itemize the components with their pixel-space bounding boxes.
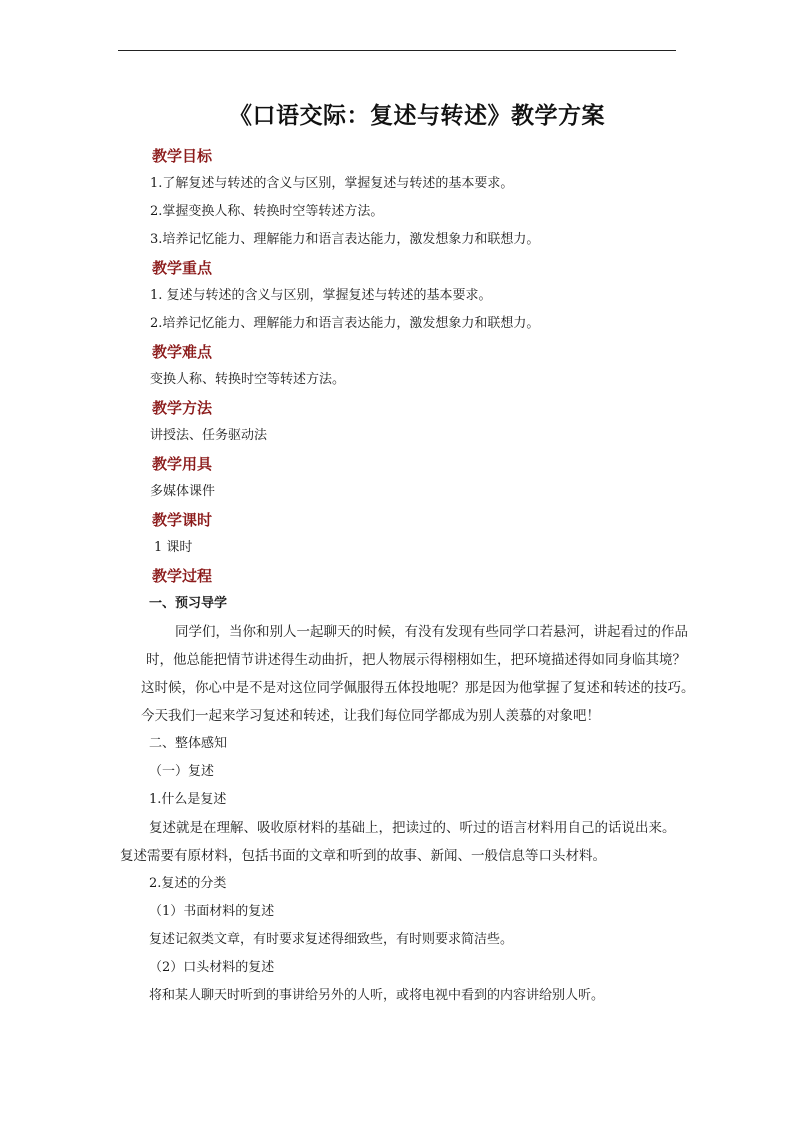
part1-title: （一）复述	[149, 764, 215, 779]
q1-title: 1.什么是复述	[149, 792, 227, 807]
paragraph-line: 同学们，当你和别人一起聊天的时候，有没有发现有些同学口若悬河，讲起看过的作品	[175, 624, 688, 640]
heading-methods: 教学方法	[152, 399, 213, 417]
heading-hours: 教学课时	[152, 511, 213, 529]
type2-text: 将和某人聊天时听到的事讲给另外的人听，或将电视中看到的内容讲给别人听。	[149, 988, 605, 1003]
difficulties-text: 变换人称、转换时空等转述方法。	[150, 372, 346, 387]
type1-text: 复述记叙类文章，有时要求复述得细致些，有时则要求简洁些。	[149, 932, 514, 947]
heading-difficulties: 教学难点	[152, 343, 213, 361]
key-point-item: 1. 复述与转述的含义与区别，掌握复述与转述的基本要求。	[150, 288, 492, 303]
paragraph-line: 复述就是在理解、吸收原材料的基础上，把读过的、听过的语言材料用自己的话说出来。	[149, 820, 676, 836]
q2-title: 2.复述的分类	[149, 876, 227, 891]
section1-title: 一、预习导学	[149, 596, 228, 611]
paragraph-line: 复述需要有原材料，包括书面的文章和听到的故事、新闻、一般信息等口头材料。	[120, 848, 606, 864]
objective-item: 1.了解复述与转述的含义与区别，掌握复述与转述的基本要求。	[150, 176, 514, 191]
paragraph-line: 这时候，你心中是不是对这位同学佩服得五体投地呢？那是因为他掌握了复述和转述的技巧。	[141, 680, 695, 696]
type1-title: （1）书面材料的复述	[149, 904, 275, 919]
methods-text: 讲授法、任务驱动法	[150, 428, 268, 443]
paragraph-line: 时，他总能把情节讲述得生动曲折，把人物展示得栩栩如生，把环境描述得如同身临其境？	[146, 652, 686, 668]
objective-item: 2.掌握变换人称、转换时空等转述方法。	[150, 204, 384, 219]
heading-process: 教学过程	[152, 567, 213, 585]
q1-paragraph	[120, 814, 700, 870]
objective-item: 3.培养记忆能力、理解能力和语言表达能力，激发想象力和联想力。	[150, 232, 540, 247]
heading-objectives: 教学目标	[152, 147, 213, 165]
header-rule	[118, 50, 676, 51]
key-point-item: 2.培养记忆能力、理解能力和语言表达能力，激发想象力和联想力。	[150, 316, 540, 331]
hours-text: 1 课时	[154, 540, 193, 555]
paragraph-line: 今天我们一起来学习复述和转述，让我们每位同学都成为别人羡慕的对象吧！	[141, 708, 600, 724]
heading-key-points: 教学重点	[152, 259, 213, 277]
type2-title: （2）口头材料的复述	[149, 960, 275, 975]
document-title: 《口语交际：复述与转述》教学方案	[229, 102, 605, 129]
section2-title: 二、整体感知	[149, 736, 228, 751]
section1-paragraph	[141, 618, 700, 730]
heading-tools: 教学用具	[152, 455, 213, 473]
tools-text: 多媒体课件	[150, 484, 216, 499]
document-body	[120, 142, 700, 1010]
